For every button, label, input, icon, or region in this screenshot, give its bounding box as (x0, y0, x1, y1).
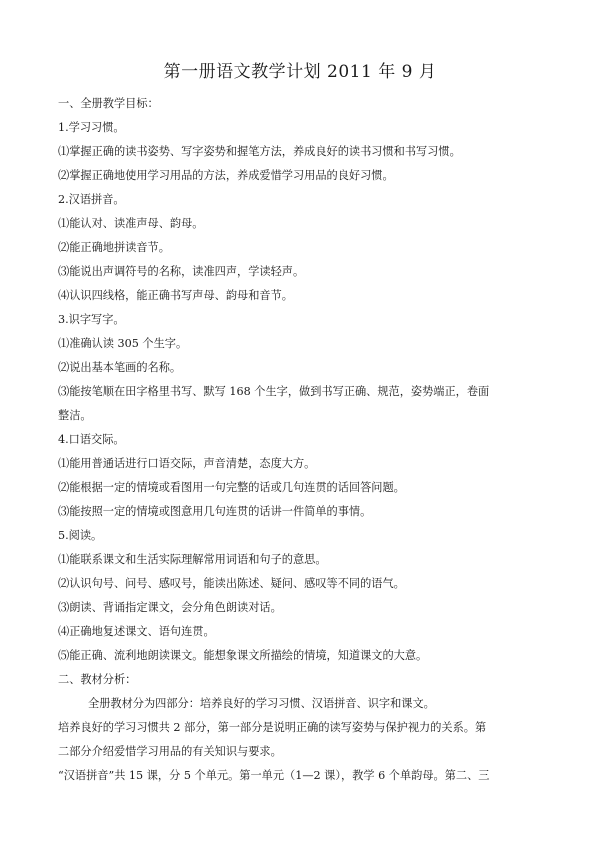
list-item: ⑵能根据一定的情境或看图用一句完整的话或几句连贯的话回答问题。 (58, 481, 405, 494)
paragraph-continued: 二部分介绍爱惜学习用品的有关知识与要求。 (58, 745, 282, 758)
list-item: ⑵说出基本笔画的名称。 (58, 361, 182, 374)
paragraph: 全册教材分为四部分：培养良好的学习习惯、汉语拼音、识字和课文。 (88, 697, 435, 710)
list-item: ⑷认识四线格，能正确书写声母、韵母和音节。 (58, 289, 293, 302)
list-item: ⑴能联系课文和生活实际理解常用词语和句子的意思。 (58, 553, 327, 566)
paragraph: “汉语拼音”共 15 课，分 5 个单元。第一单元（1—2 课），教学 6 个单韵母。第二、三 (58, 769, 490, 782)
list-item: ⑵认识句号、问号、感叹号，能读出陈述、疑问、感叹等不同的语气。 (58, 577, 405, 590)
subheading-characters: 3.识字写字。 (58, 313, 125, 326)
subheading-oral: 4.口语交际。 (58, 433, 125, 446)
list-item: ⑶能按照一定的情境或图意用几句连贯的话讲一件简单的事情。 (58, 505, 372, 518)
subheading-habits: 1.学习习惯。 (58, 121, 125, 134)
list-item: ⑶能说出声调符号的名称，读准四声，学读轻声。 (58, 265, 305, 278)
list-item-continued: 整洁。 (58, 409, 92, 422)
subheading-pinyin: 2.汉语拼音。 (58, 193, 125, 206)
page-title: 第一册语文教学计划 2011 年 9 月 (163, 62, 437, 82)
list-item: ⑴准确认读 305 个生字。 (58, 337, 188, 350)
list-item: ⑸能正确、流利地朗读课文。能想象课文所描绘的情境，知道课文的大意。 (58, 649, 428, 662)
list-item: ⑵掌握正确地使用学习用品的方法，养成爱惜学习用品的良好习惯。 (58, 169, 394, 182)
subheading-reading: 5.阅读。 (58, 529, 103, 542)
list-item: ⑵能正确地拼读音节。 (58, 241, 170, 254)
list-item: ⑶能按笔顺在田字格里书写、默写 168 个生字，做到书写正确、规范，姿势端正，卷面 (58, 385, 490, 398)
list-item: ⑷正确地复述课文、语句连贯。 (58, 625, 215, 638)
list-item: ⑴能认对、读准声母、韵母。 (58, 217, 204, 230)
section-heading-goals: 一、全册教学目标： (58, 97, 159, 110)
list-item: ⑴掌握正确的读书姿势、写字姿势和握笔方法，养成良好的读书习惯和书写习惯。 (58, 145, 461, 158)
section-heading-analysis: 二、教材分析： (58, 673, 137, 686)
list-item: ⑶朗读、背诵指定课文，会分角色朗读对话。 (58, 601, 282, 614)
list-item: ⑴能用普通话进行口语交际，声音清楚，态度大方。 (58, 457, 316, 470)
paragraph: 培养良好的学习习惯共 2 部分，第一部分是说明正确的读写姿势与保护视力的关系。第 (58, 721, 487, 734)
